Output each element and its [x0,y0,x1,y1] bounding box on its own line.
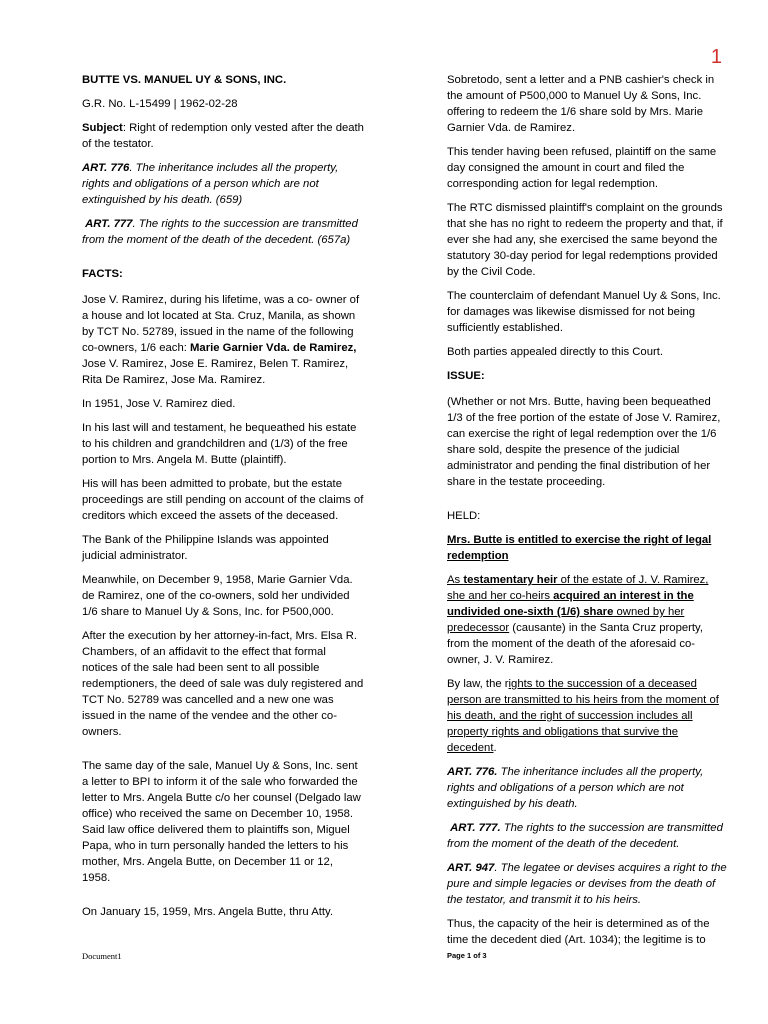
facts-paragraph: The RTC dismissed plaintiff's complaint on the grounds that she has no right to redeem the property and that, if ever she had any, she exercised the same beyond the statutory 30-day period for legal redemptions provided by the Civil Code. [447,202,723,278]
art-776-paragraph: ART. 776. The inheritance includes all the property, rights and obligations of a person which are not extinguished by his death. (659) [82,162,339,206]
facts-paragraph: Both parties appealed directly to this Court. [447,346,664,358]
left-column [82,72,364,928]
art-776-paragraph: ART. 776. The inheritance includes all the property, rights and obligations of a person which are not extinguished by his death. [447,766,704,810]
facts-paragraph: In 1951, Jose V. Ramirez died. [82,398,236,410]
facts-paragraph: The same day of the sale, Manuel Uy & Sons, Inc. sent a letter to BPI to inform it of the sale who forwarded the letter to Mrs. Angela Butte c/o her counsel (Delgado law office) who received the same on December 10, 1958. Said law office delivered them to plaintiffs son, Miguel Papa, who in turn personally handed the letters to his mother, Mrs. Angela Butte, on December 11 or 12, 1958. [82,760,361,884]
art-777-paragraph: ART. 777. The rights to the succession are transmitted from the moment of the death of the decedent. (657a) [82,218,358,246]
issue-paragraph: (Whether or not Mrs. Butte, having been bequeathed 1/3 of the free portion of the estate of Jose V. Ramirez, can exercise the right of legal redemption over the 1/6 share sold, despite the presence of the judicial administrator and pending the final distribution of her share in the testate proceeding. [447,396,721,488]
held-paragraph: Thus, the capacity of the heir is determined as of the time the decedent died (Art. 1034); the legitime is to [447,918,710,946]
facts-paragraph: Sobretodo, sent a letter and a PNB cashier's check in the amount of P500,000 to Manuel Uy & Sons, Inc. offering to redeem the 1/6 share sold by Mrs. Marie Garnier Vda. de Ramirez. [447,74,715,134]
facts-heading: FACTS: [82,268,123,280]
held-heading: HELD: [447,510,481,522]
held-paragraph: As testamentary heir of the estate of J. V. Ramirez, she and her co-heirs acquired an interest in the undivided one-sixth (1/6) share owned by her predecessor (causante) in the Santa Cruz property, from the moment of the death of the aforesaid co-owner, J. V. Ramirez. [447,574,709,666]
facts-paragraph: In his last will and testament, he bequeathed his estate to his children and grandchildren and (1/3) of the free portion to Mrs. Angela M. Butte (plaintiff). [82,422,357,466]
facts-paragraph: The Bank of the Philippine Islands was appointed judicial administrator. [82,534,329,562]
right-column [447,72,727,956]
page-number: 1 [710,46,722,68]
footer-page-count: Page 1 of 3 [447,951,487,960]
facts-paragraph: Jose V. Ramirez, during his lifetime, was a co- owner of a house and lot located at Sta. Cruz, Manila, as shown by TCT No. 52789, issued in the name of the following co-owners, 1/6 each: Marie Garnier Vda. de Ramirez, Jose V. Ramirez, Jose E. Ramirez, Belen T. Ramirez, Rita De Ramirez, Jose Ma. Ramirez. [82,294,360,386]
case-gr-number: G.R. No. L-15499 | 1962-02-28 [82,98,238,110]
issue-heading: ISSUE: [447,370,485,382]
art-777-paragraph: ART. 777. The rights to the succession are transmitted from the moment of the death of the decedent. [447,822,723,850]
held-paragraph: By law, the rights to the succession of a deceased person are transmitted to his heirs from the moment of his death, and the right of succession includes all property rights and obligations that survive the decedent. [447,678,719,754]
facts-paragraph: The counterclaim of defendant Manuel Uy & Sons, Inc. for damages was likewise dismissed for not being sufficiently established. [447,290,721,334]
held-main-ruling: Mrs. Butte is entitled to exercise the right of legal redemption [447,534,712,562]
facts-paragraph: His will has been admitted to probate, but the estate proceedings are still pending on account of the claims of creditors which exceed the assets of the deceased. [82,478,364,522]
art-947-paragraph: ART. 947. The legatee or devises acquires a right to the pure and simple legacies or devises from the death of the testator, and transmit it to his heirs. [447,862,727,906]
footer-document-name: Document1 [82,951,122,961]
case-title: BUTTE VS. MANUEL UY & SONS, INC. [82,74,287,86]
facts-paragraph: After the execution by her attorney-in-fact, Mrs. Elsa R. Chambers, of an affidavit to the effect that formal notices of the sale had been sent to all possible redemptioners, the deed of sale was duly registered and TCT No. 52789 was cancelled and a new one was issued in the name of the vendee and the other co-owners. [82,630,364,738]
subject-paragraph: Subject: Right of redemption only vested after the death of the testator. [82,122,364,150]
facts-paragraph: This tender having been refused, plaintiff on the same day consigned the amount in court and filed the corresponding action for legal redemption. [447,146,717,190]
facts-paragraph: On January 15, 1959, Mrs. Angela Butte, thru Atty. [82,906,333,918]
facts-paragraph: Meanwhile, on December 9, 1958, Marie Garnier Vda. de Ramirez, one of the co-owners, sold her undivided 1/6 share to Manuel Uy & Sons, Inc. for P500,000. [82,574,353,618]
